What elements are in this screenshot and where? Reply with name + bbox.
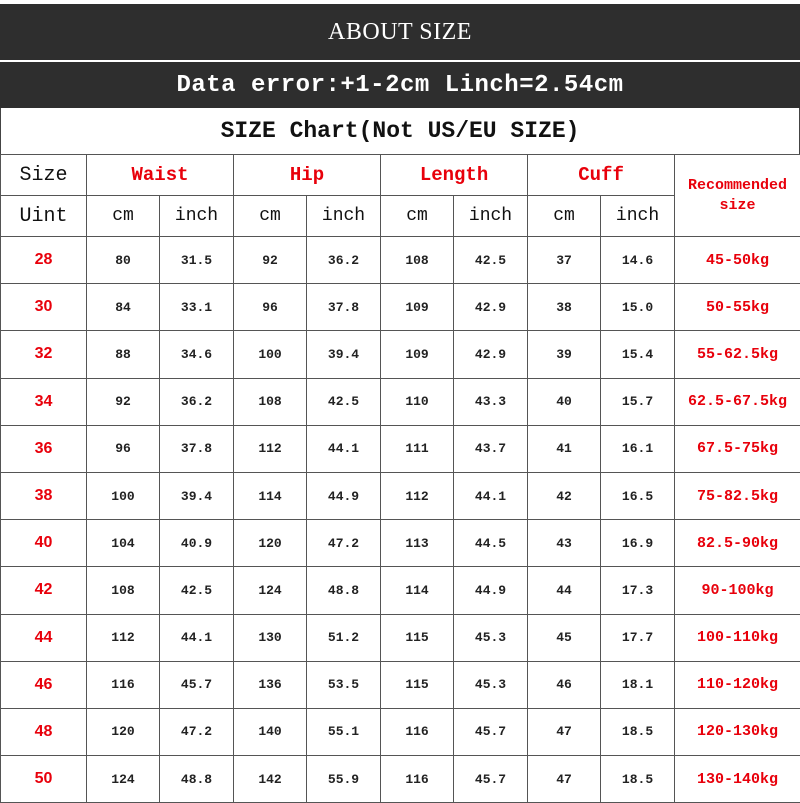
cuff-inch-value: 16.5 — [601, 472, 675, 519]
about-size-banner: ABOUT SIZE — [0, 4, 800, 60]
length-cm-value: 110 — [381, 378, 454, 425]
waist-cm-value: 120 — [87, 708, 160, 755]
cuff-cm-value: 37 — [528, 237, 601, 284]
hip-cm-value: 140 — [234, 708, 307, 755]
length-cm-value: 109 — [381, 284, 454, 331]
table-row — [1, 472, 800, 519]
hip-cm-value: 124 — [234, 567, 307, 614]
length-inch-value: 45.3 — [454, 614, 528, 661]
cuff-cm-value: 41 — [528, 425, 601, 472]
cuff-cm-value: 47 — [528, 708, 601, 755]
length-inch-value: 43.3 — [454, 378, 528, 425]
hip-inch-value: 44.1 — [307, 425, 381, 472]
size-value: 44 — [1, 614, 87, 661]
hip-cm-value: 130 — [234, 614, 307, 661]
length-cm-value: 108 — [381, 237, 454, 284]
waist-header: Waist — [87, 155, 234, 196]
recommended-size-value: 120-130kg — [675, 708, 800, 755]
cuff-inch-value: 15.0 — [601, 284, 675, 331]
length-cm-value: 112 — [381, 472, 454, 519]
recommended-size-value: 75-82.5kg — [675, 472, 800, 519]
size-value: 34 — [1, 378, 87, 425]
cuff-cm-header: cm — [528, 196, 601, 237]
recommended-size-value: 50-55kg — [675, 284, 800, 331]
size-header: Size — [1, 155, 87, 196]
length-inch-value: 45.7 — [454, 756, 528, 803]
hip-inch-header: inch — [307, 196, 381, 237]
length-cm-value: 116 — [381, 708, 454, 755]
cuff-inch-value: 14.6 — [601, 237, 675, 284]
waist-inch-value: 37.8 — [160, 425, 234, 472]
hip-inch-value: 39.4 — [307, 331, 381, 378]
cuff-inch-value: 16.9 — [601, 520, 675, 567]
waist-inch-value: 34.6 — [160, 331, 234, 378]
recommended-size-value: 90-100kg — [675, 567, 800, 614]
hip-cm-value: 112 — [234, 425, 307, 472]
recommended-size-value: 130-140kg — [675, 756, 800, 803]
waist-inch-header: inch — [160, 196, 234, 237]
cuff-header: Cuff — [528, 155, 675, 196]
recommended-size-value: 67.5-75kg — [675, 425, 800, 472]
waist-cm-value: 124 — [87, 756, 160, 803]
hip-cm-value: 136 — [234, 661, 307, 708]
hip-cm-value: 100 — [234, 331, 307, 378]
length-cm-value: 113 — [381, 520, 454, 567]
cuff-cm-value: 40 — [528, 378, 601, 425]
size-value: 32 — [1, 331, 87, 378]
waist-inch-value: 44.1 — [160, 614, 234, 661]
waist-cm-value: 84 — [87, 284, 160, 331]
size-value: 50 — [1, 756, 87, 803]
waist-cm-value: 80 — [87, 237, 160, 284]
hip-header: Hip — [234, 155, 381, 196]
table-row — [1, 237, 800, 284]
length-cm-value: 109 — [381, 331, 454, 378]
length-cm-value: 115 — [381, 614, 454, 661]
unit-header: Uint — [1, 196, 87, 237]
cuff-inch-value: 18.5 — [601, 708, 675, 755]
waist-inch-value: 40.9 — [160, 520, 234, 567]
table-row — [1, 614, 800, 661]
size-value: 48 — [1, 708, 87, 755]
waist-inch-value: 33.1 — [160, 284, 234, 331]
recommended-header-line2: size — [675, 196, 800, 216]
hip-inch-value: 37.8 — [307, 284, 381, 331]
recommended-size-value: 45-50kg — [675, 237, 800, 284]
recommended-size-value: 62.5-67.5kg — [675, 378, 800, 425]
cuff-cm-value: 39 — [528, 331, 601, 378]
waist-inch-value: 39.4 — [160, 472, 234, 519]
size-chart-title: SIZE Chart(Not US/EU SIZE) — [0, 108, 800, 154]
cuff-inch-value: 17.7 — [601, 614, 675, 661]
waist-cm-value: 116 — [87, 661, 160, 708]
cuff-cm-value: 42 — [528, 472, 601, 519]
waist-cm-value: 100 — [87, 472, 160, 519]
waist-inch-value: 31.5 — [160, 237, 234, 284]
hip-inch-value: 44.9 — [307, 472, 381, 519]
cuff-inch-header: inch — [601, 196, 675, 237]
size-value: 28 — [1, 237, 87, 284]
cuff-inch-value: 16.1 — [601, 425, 675, 472]
hip-cm-value: 96 — [234, 284, 307, 331]
waist-cm-header: cm — [87, 196, 160, 237]
length-inch-value: 42.5 — [454, 237, 528, 284]
cuff-inch-value: 15.4 — [601, 331, 675, 378]
table-row — [1, 567, 800, 614]
length-cm-value: 116 — [381, 756, 454, 803]
hip-inch-value: 36.2 — [307, 237, 381, 284]
data-error-banner: Data error:+1-2cm Linch=2.54cm — [0, 62, 800, 108]
size-table — [0, 154, 800, 803]
hip-inch-value: 48.8 — [307, 567, 381, 614]
size-value: 40 — [1, 520, 87, 567]
length-inch-value: 42.9 — [454, 331, 528, 378]
length-inch-value: 44.1 — [454, 472, 528, 519]
size-value: 30 — [1, 284, 87, 331]
length-cm-header: cm — [381, 196, 454, 237]
table-row — [1, 331, 800, 378]
length-inch-value: 42.9 — [454, 284, 528, 331]
table-row — [1, 284, 800, 331]
recommended-size-value: 55-62.5kg — [675, 331, 800, 378]
table-row — [1, 520, 800, 567]
waist-inch-value: 45.7 — [160, 661, 234, 708]
length-inch-value: 45.3 — [454, 661, 528, 708]
recommended-size-value: 100-110kg — [675, 614, 800, 661]
recommended-size-value: 110-120kg — [675, 661, 800, 708]
cuff-cm-value: 47 — [528, 756, 601, 803]
table-row — [1, 708, 800, 755]
length-inch-value: 43.7 — [454, 425, 528, 472]
cuff-inch-value: 17.3 — [601, 567, 675, 614]
hip-cm-value: 142 — [234, 756, 307, 803]
hip-inch-value: 55.9 — [307, 756, 381, 803]
size-value: 46 — [1, 661, 87, 708]
hip-inch-value: 55.1 — [307, 708, 381, 755]
waist-cm-value: 104 — [87, 520, 160, 567]
length-inch-value: 45.7 — [454, 708, 528, 755]
cuff-cm-value: 45 — [528, 614, 601, 661]
table-row — [1, 378, 800, 425]
length-header: Length — [381, 155, 528, 196]
waist-inch-value: 47.2 — [160, 708, 234, 755]
length-cm-value: 115 — [381, 661, 454, 708]
cuff-inch-value: 15.7 — [601, 378, 675, 425]
size-value: 42 — [1, 567, 87, 614]
recommended-size-header — [675, 155, 800, 237]
waist-cm-value: 92 — [87, 378, 160, 425]
waist-inch-value: 48.8 — [160, 756, 234, 803]
waist-inch-value: 42.5 — [160, 567, 234, 614]
cuff-cm-value: 46 — [528, 661, 601, 708]
waist-cm-value: 108 — [87, 567, 160, 614]
cuff-cm-value: 44 — [528, 567, 601, 614]
hip-cm-value: 108 — [234, 378, 307, 425]
waist-cm-value: 88 — [87, 331, 160, 378]
table-row — [1, 661, 800, 708]
length-cm-value: 114 — [381, 567, 454, 614]
cuff-inch-value: 18.5 — [601, 756, 675, 803]
waist-cm-value: 112 — [87, 614, 160, 661]
hip-cm-header: cm — [234, 196, 307, 237]
hip-cm-value: 114 — [234, 472, 307, 519]
waist-cm-value: 96 — [87, 425, 160, 472]
length-cm-value: 111 — [381, 425, 454, 472]
table-row — [1, 756, 800, 803]
cuff-inch-value: 18.1 — [601, 661, 675, 708]
hip-inch-value: 53.5 — [307, 661, 381, 708]
hip-inch-value: 47.2 — [307, 520, 381, 567]
hip-inch-value: 51.2 — [307, 614, 381, 661]
cuff-cm-value: 43 — [528, 520, 601, 567]
length-inch-value: 44.5 — [454, 520, 528, 567]
table-row — [1, 425, 800, 472]
hip-cm-value: 92 — [234, 237, 307, 284]
hip-cm-value: 120 — [234, 520, 307, 567]
size-value: 36 — [1, 425, 87, 472]
recommended-header-line1: Recommended — [675, 176, 800, 196]
waist-inch-value: 36.2 — [160, 378, 234, 425]
hip-inch-value: 42.5 — [307, 378, 381, 425]
size-value: 38 — [1, 472, 87, 519]
recommended-size-value: 82.5-90kg — [675, 520, 800, 567]
length-inch-value: 44.9 — [454, 567, 528, 614]
length-inch-header: inch — [454, 196, 528, 237]
cuff-cm-value: 38 — [528, 284, 601, 331]
header-row — [1, 155, 800, 196]
